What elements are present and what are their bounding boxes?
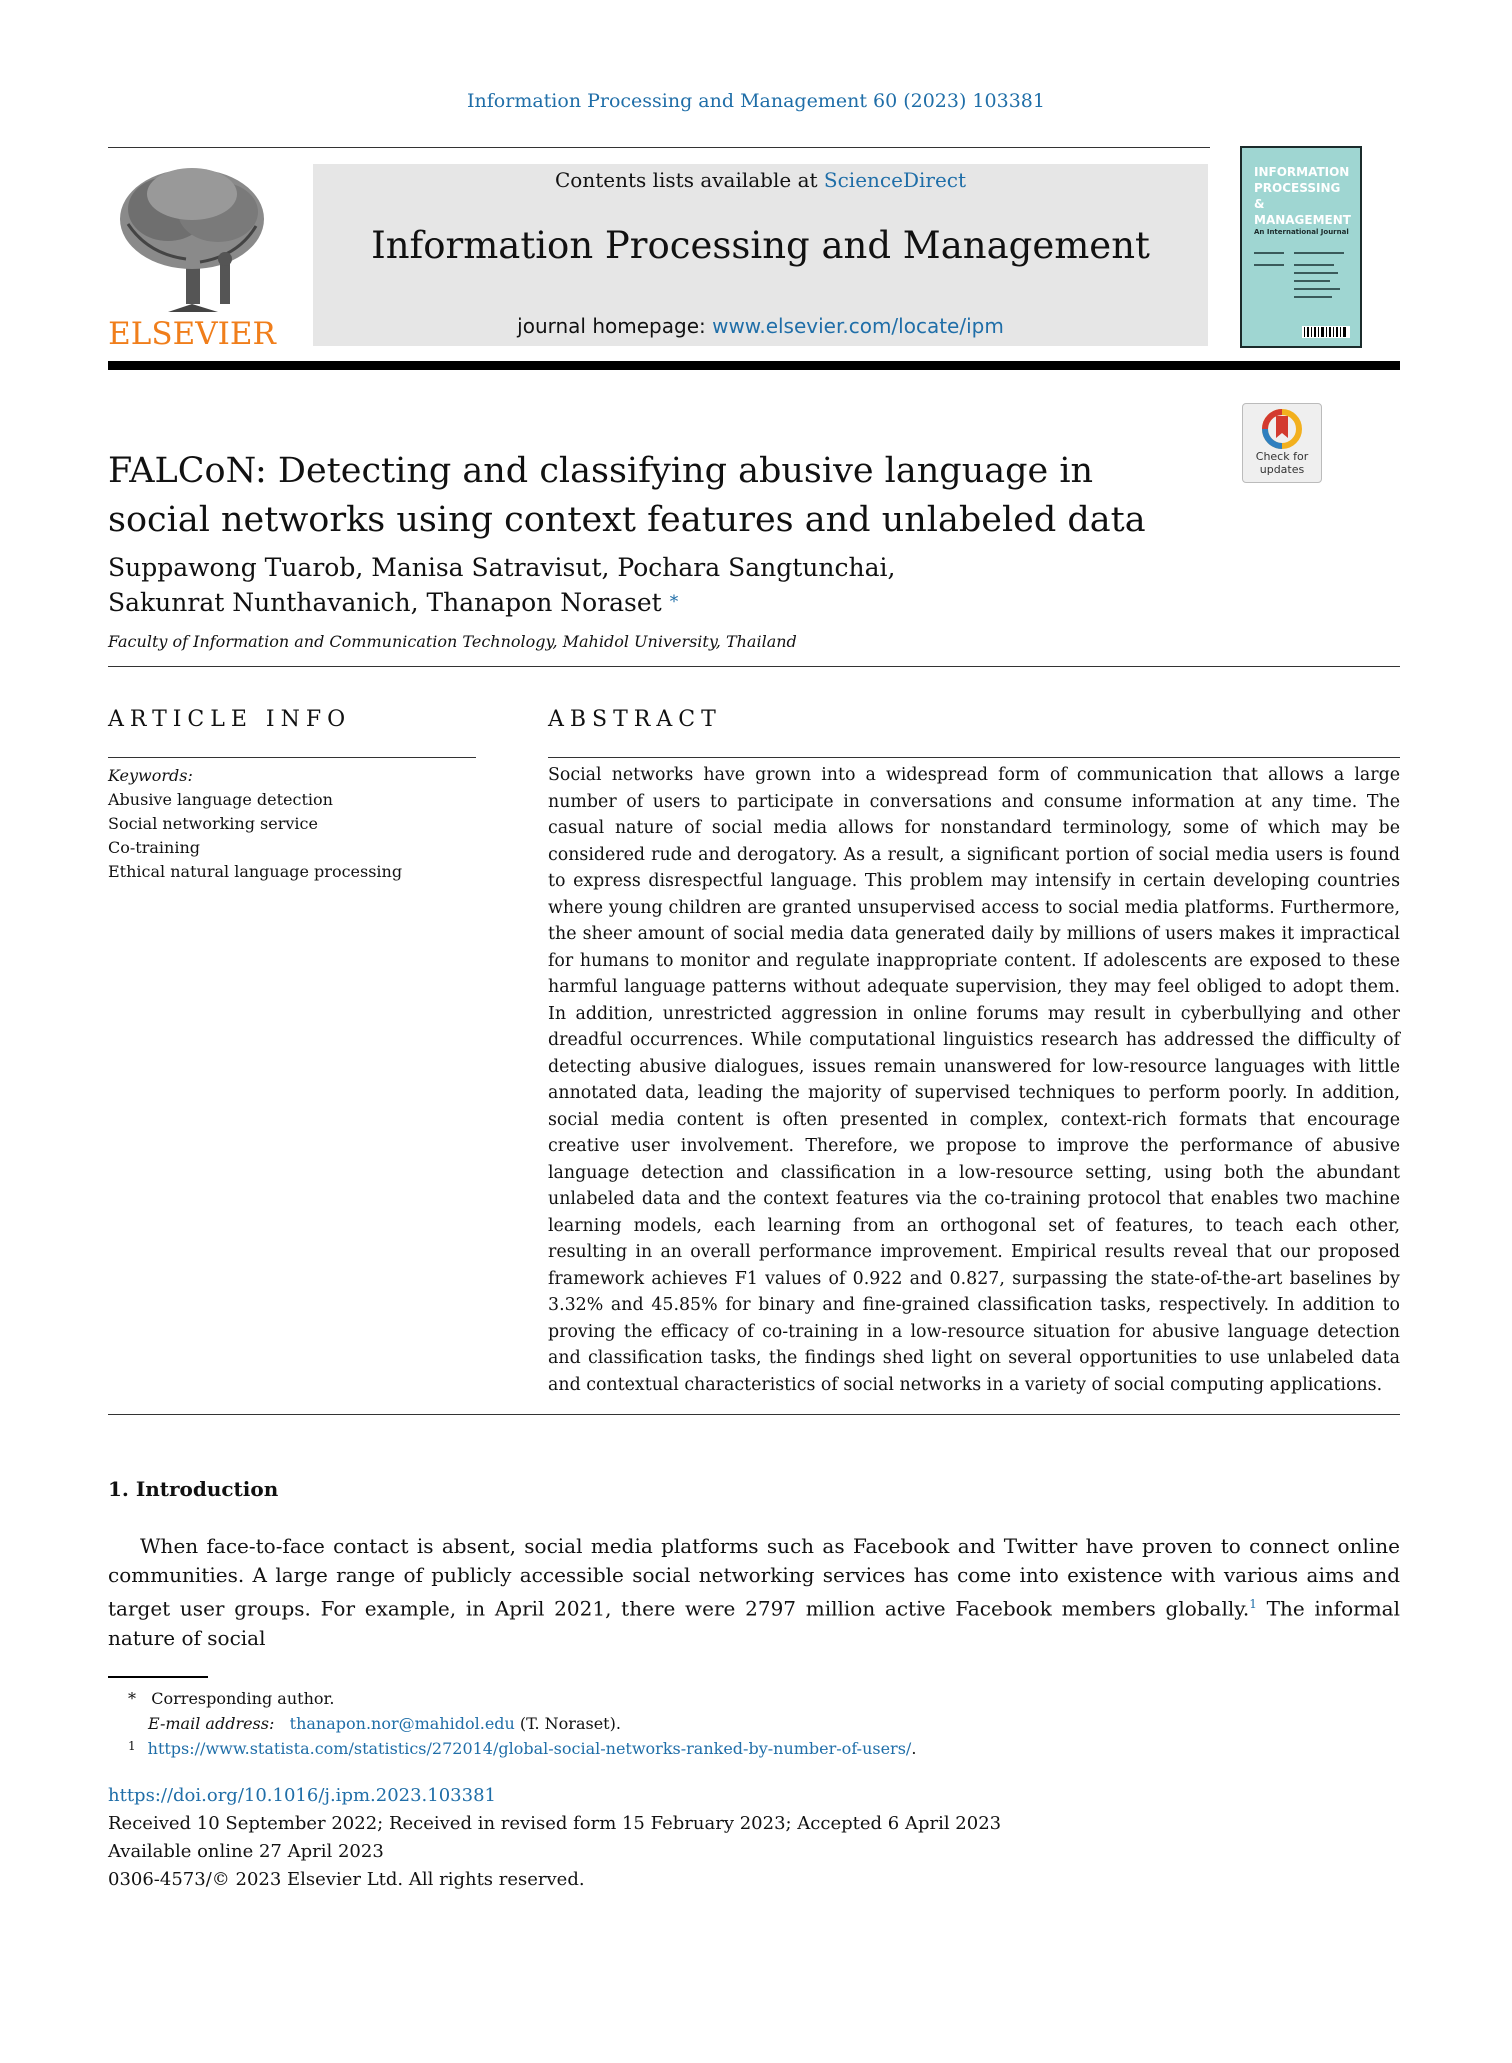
abstract-text: Social networks have grown into a widespread form of communication that allows a large number of users to participate in conversations and consume information at any time. The casual nature of social media allows for nonstandard terminology, some of which may be considered rude and derogatory. As a result, a significant portion of social media users is found to express disrespectful language. This problem may intensify in certain developing countries where young children are granted unsupervised access to social media platforms. Furthermore, the sheer amount of social media data generated daily by millions of users makes it impractical for humans to monitor and regulate inappropriate content. If adolescents are exposed to these harmful language patterns without adequate supervision, they may feel obliged to adopt them. In addition, unrestricted aggression in online forums may result in cyberbullying and other dreadful occurrences. While computational linguistics research has addressed the difficulty of detecting abusive dialogues, issues remain unanswered for low-resource languages with little annotated data, leading the majority of supervised techniques to perform poorly. In addition, social media content is often presented in complex, context-rich formats that encourage creative user involvement. Therefore, we propose to improve the performance of abusive language detection and classification in a low-resource setting, using both the abundant unlabeled data and the context features via the co-training protocol that enables two machine learning models, each learning from an orthogonal set of features, to teach each other, resulting in an overall performance improvement. Empirical results reveal that our proposed framework achieves F1 values of 0.922 and 0.827, surpassing the state-of-the-art baselines by 3.32% and 45.85% for binary and fine-grained classification tasks, respectively. In addition to proving the efficacy of co-training in a low-resource situation for abusive language detection and classification tasks, the findings shed light on several opportunities to use unlabeled data and contextual characteristics of social networks in a variety of social computing applications. — [548, 765, 1400, 1395]
cover-title-line: PROCESSING — [1254, 181, 1341, 195]
footnote-ref-1[interactable]: 1 — [1249, 1597, 1257, 1611]
section-heading-introduction: 1. Introduction — [108, 1477, 279, 1501]
sciencedirect-link[interactable]: ScienceDirect — [823, 168, 967, 192]
masthead-top-rule — [108, 147, 1210, 148]
masthead-bottom-rule — [108, 361, 1400, 370]
copyright-notice: 0306-4573/© 2023 Elsevier Ltd. All rights reserved. — [108, 1869, 585, 1890]
footnote-url — [128, 1739, 916, 1758]
cover-title-line: MANAGEMENT — [1254, 213, 1351, 227]
email-suffix: (T. Noraset). — [514, 1714, 621, 1733]
homepage-prefix: journal homepage: — [517, 314, 713, 338]
doi-link[interactable]: https://doi.org/10.1016/j.ipm.2023.103381 — [108, 1785, 496, 1806]
cover-barcode-icon — [1302, 326, 1350, 338]
available-online-date: Available online 27 April 2023 — [108, 1841, 384, 1862]
affiliation-rule — [108, 666, 1400, 667]
check-updates-label — [1243, 450, 1321, 476]
journal-citation[interactable]: Information Processing and Management 60 (2023) 103381 — [467, 90, 1045, 112]
paper-title: FALCoN: Detecting and classifying abusive language in social networks using context features and unlabeled data — [108, 451, 1146, 540]
affiliation: Faculty of Information and Communication Technology, Mahidol University, Thailand — [108, 632, 797, 651]
abstract-heading: ABSTRACT — [548, 707, 722, 732]
journal-cover-thumbnail[interactable] — [1240, 146, 1362, 348]
footnote-number: 1 — [128, 1739, 136, 1753]
elsevier-tree-icon — [108, 164, 276, 314]
cover-title-line: & — [1254, 197, 1265, 211]
email-link[interactable]: thanapon.nor@mahidol.edu — [289, 1714, 515, 1733]
footnote-corresponding-text: Corresponding author. — [151, 1689, 335, 1708]
abstract-rule — [548, 757, 1400, 758]
statista-link[interactable]: https://www.statista.com/statistics/272014/global-social-networks-ranked-by-number-of-users/ — [147, 1739, 912, 1758]
keyword-item: Ethical natural language processing — [108, 862, 403, 881]
cover-title — [1254, 164, 1358, 228]
keyword-item: Social networking service — [108, 814, 318, 833]
journal-title: Information Processing and Management — [371, 224, 1150, 267]
footnote-email — [148, 1714, 621, 1733]
footnote-corresponding — [128, 1689, 334, 1708]
footnote-rule — [108, 1676, 208, 1678]
keyword-item: Abusive language detection — [108, 790, 333, 809]
abstract-end-rule — [108, 1414, 1400, 1415]
url-suffix: . — [911, 1739, 917, 1758]
journal-homepage-line — [313, 314, 1208, 338]
check-updates-label-line: Check for — [1255, 450, 1309, 463]
email-label: E-mail address: — [148, 1714, 275, 1733]
keywords-label: Keywords: — [108, 766, 193, 785]
introduction-paragraph — [108, 1532, 1400, 1653]
check-updates-label-line: updates — [1259, 463, 1305, 476]
introduction-text: When face-to-face contact is absent, social media platforms such as Facebook and Twitter have proven to connect online communities. A large range of publicly accessible social networking services has come into existence with various aims and target user groups. For example, in April 2021, there were 2797 million active Facebook members globally. — [108, 1534, 1400, 1621]
check-updates-icon — [1243, 404, 1321, 450]
contents-line — [313, 164, 1208, 192]
cover-title-line: INFORMATION — [1254, 165, 1350, 179]
elsevier-wordmark: ELSEVIER — [108, 316, 276, 352]
received-dates: Received 10 September 2022; Received in revised form 15 February 2023; Accepted 6 April 2023 — [108, 1813, 1002, 1834]
contents-prefix: Contents lists available at — [554, 168, 824, 192]
check-for-updates-button[interactable] — [1242, 403, 1322, 483]
article-info-heading: ARTICLE INFO — [108, 707, 352, 732]
introduction-text: The informal nature of social — [108, 1596, 1400, 1650]
author-list — [108, 550, 1108, 620]
article-info-rule — [108, 757, 476, 758]
cover-editor-lines-icon — [1254, 248, 1348, 308]
keywords-block — [108, 764, 476, 884]
keyword-item: Co-training — [108, 838, 200, 857]
authors-line: Suppawong Tuarob, Manisa Satravisut, Pochara Sangtunchai, — [108, 553, 896, 582]
cover-subtitle: An International Journal — [1254, 228, 1349, 236]
authors-line-text: Sakunrat Nunthavanich, Thanapon Noraset — [108, 588, 662, 617]
corresponding-author-marker[interactable]: * — [669, 592, 679, 612]
authors-line — [108, 585, 1108, 620]
footnote-star-mark: * — [128, 1689, 136, 1708]
journal-homepage-link[interactable]: www.elsevier.com/locate/ipm — [712, 314, 1004, 338]
